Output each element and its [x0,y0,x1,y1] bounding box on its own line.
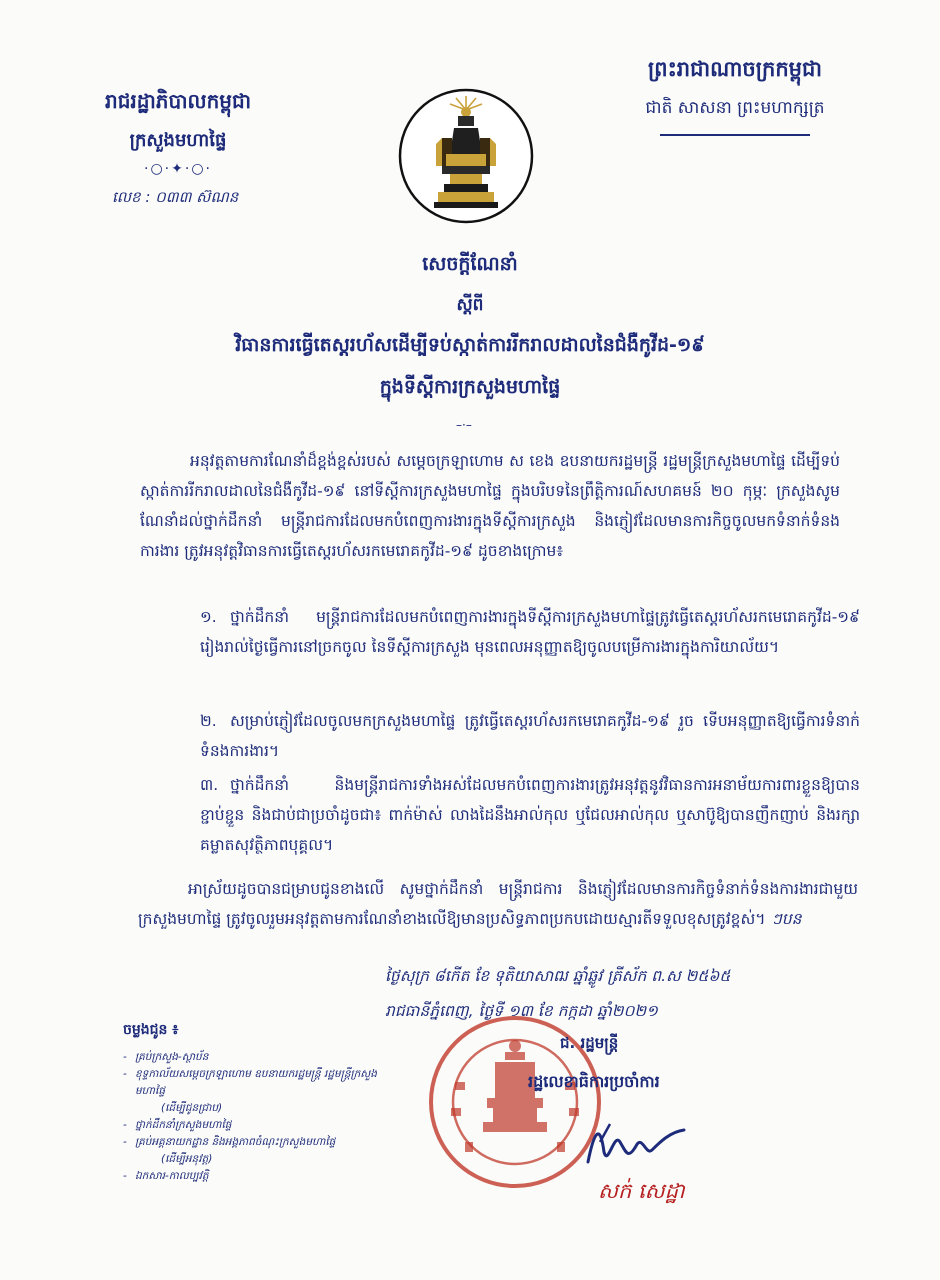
list-item [123,1117,383,1134]
header-divider [660,134,810,136]
header-right [590,56,880,136]
signer-name: សក់ សេដ្ឋា [598,1179,685,1203]
kingdom-name: ព្រះរាជាណាចក្រកម្ពុជា [647,57,822,81]
subject-line-2: ក្នុងទីស្ដីការក្រសួងមហាផ្ទៃ [379,376,561,398]
item-text: ថ្នាក់ដឹកនាំ មន្ត្រីរាជការដែលមកបំពេញការងារក្នុងទីស្ដីការក្រសួងមហាផ្ទៃត្រូវធ្វើតេស្តរហ័សរកមេរោគកូវីដ-១៩ រៀងរាល់ថ្ងៃធ្វើការនៅច្រកចូល នៃទីស្ដីការក្រសួង មុនពេលអនុញ្ញាតឱ្យចូលបម្រើការងារក្នុងការិយាល័យ។ [200,608,860,656]
list-item [123,1168,383,1185]
document-title [0,252,940,403]
closing-mark: ៗបន [771,910,802,928]
recipients-list [123,1049,383,1185]
closing-text: អាស្រ័យដូចបានជម្រាបជូនខាងលើ សូមថ្នាក់ដឹកនាំ មន្ត្រីរាជការ និងភ្ញៀវដែលមានការកិច្ចទំនាក់ទំនងការងារជាមួយក្រសួងមហាផ្ទៃ ត្រូវចូលរួមអនុវត្តតាមការណែនាំខាងលើឱ្យមានប្រសិទ្ធភាពប្រកបដោយស្មារតីទទួលខុសត្រូវខ្ពស់។ [138,880,858,928]
signer-title: ជ. រដ្ឋមន្ត្រី [560,1034,619,1052]
recipient-line: ខុទ្ទកាល័យសម្ដេចក្រឡាហោម ឧបនាយករដ្ឋមន្ត្រី រដ្ឋមន្ត្រីក្រសួងមហាផ្ទៃ [135,1068,377,1097]
item-number: ៣. [200,776,219,794]
list-item [200,706,860,766]
signer-role: រដ្ឋលេខាធិការប្រចាំការ [528,1072,660,1091]
list-item [200,770,860,860]
closing-paragraph [138,874,858,934]
ministry-emblem-icon [398,88,534,224]
recipient-note: (ដើម្បីអនុវត្ត) [161,1153,213,1165]
subject-line-1: វិធានការធ្វើតេស្តរហ័សដើម្បីទប់ស្កាត់ការរីករាលដាលនៃជំងឺកូវីដ-១៩ [235,334,705,356]
ministry-name: ក្រសួងមហាផ្ទៃ [129,130,227,151]
government-name: រាជរដ្ឋាភិបាលកម្ពុជា [105,89,251,113]
recipient-line: គ្រប់ក្រសួង-ស្ថាប័ន [135,1051,209,1063]
item-number: ១. [200,608,217,626]
header-left [58,88,298,177]
about-label: ស្ដីពី [456,295,484,315]
recipients-heading: ចម្លងជូន ៖ [123,1022,179,1038]
national-motto: ជាតិ សាសនា ព្រះមហាក្សត្រ [645,98,825,118]
signature-icon [580,1112,690,1172]
intro-paragraph [140,446,840,566]
intro-text: អនុវត្តតាមការណែនាំដ៏ខ្ពង់ខ្ពស់របស់ សម្ដេចក្រឡាហោម ស ខេង ឧបនាយករដ្ឋមន្ត្រី រដ្ឋមន្ត្រីក្រសួងមហាផ្ទៃ ដើម្បីទប់ស្កាត់ការរីករាលដាលនៃជំងឺកូវីដ-១៩ នៅទីស្ដីការក្រសួងមហាផ្ទៃ ក្នុងបរិបទនៃព្រឹត្តិការណ៍សហគមន៍ ២០ កុម្ភៈ ក្រសួងសូមណែនាំដល់ថ្នាក់ដឹកនាំ មន្ត្រីរាជការដែលមកបំពេញការងារក្នុងទីស្ដីការក្រសួង និងភ្ញៀវដែលមានការកិច្ចចូលមកទំនាក់ទំនងការងារ ត្រូវអនុវត្តវិធានការធ្វើតេស្តរហ័សរកមេរោគកូវីដ-១៩ ដូចខាងក្រោម៖ [140,452,840,560]
list-item [123,1049,383,1066]
doc-type: សេចក្ដីណែនាំ [422,253,518,275]
item-text: ថ្នាក់ដឹកនាំ និងមន្ត្រីរាជការទាំងអស់ដែលមកបំពេញការងារត្រូវអនុវត្តនូវវិធានការអនាម័យការពារខ្លួនឱ្យបានខ្ជាប់ខ្ជួន និងជាប់ជាប្រចាំដូចជា៖ ពាក់ម៉ាស់ លាងដៃនឹងអាល់កុល ឬជែលអាល់កុល ឬសាប៊ូឱ្យបានញឹកញាប់ និងរក្សាគម្លាតសុវត្ថិភាពបុគ្គល។ [200,776,860,854]
recipient-line: ថ្នាក់ដឹកនាំក្រសួងមហាផ្ទៃ [135,1119,232,1131]
list-item [123,1066,383,1117]
item-number: ២. [200,712,217,730]
date-lunar: ថ្ងៃសុក្រ ៨កើត ខែ ទុតិយាសាឍ ឆ្នាំឆ្លូវ ត្រីស័ក ព.ស ២៥៦៥ [385,967,731,985]
header-ornament: ·○·✦·○· [144,161,212,177]
item-text: សម្រាប់ភ្ញៀវដែលចូលមកក្រសួងមហាផ្ទៃ ត្រូវធ្វើតេស្តរហ័សរកមេរោគកូវីដ-១៩ រួច ទើបអនុញ្ញាតឱ្យធ្វើការទំនាក់ទំនងការងារ។ [200,712,860,760]
title-separator: –·– [456,418,472,432]
list-item [200,602,860,662]
copy-recipients [123,1020,383,1185]
date-solar: រាជធានីភ្នំពេញ, ថ្ងៃទី ១៣ ខែ កក្កដា ឆ្នាំ២០២១ [385,1002,658,1020]
list-item [123,1134,383,1168]
recipient-line: គ្រប់អគ្គនាយកដ្ឋាន និងអង្គភាពចំណុះក្រសួងមហាផ្ទៃ [135,1136,336,1148]
reference-number: លេខ : ០៣៣ ស៊ណន [112,188,239,206]
recipient-note: (ដើម្បីជូនជ្រាប) [161,1102,223,1114]
recipient-line: ឯកសារ-កាលប្បវត្តិ [135,1170,209,1182]
